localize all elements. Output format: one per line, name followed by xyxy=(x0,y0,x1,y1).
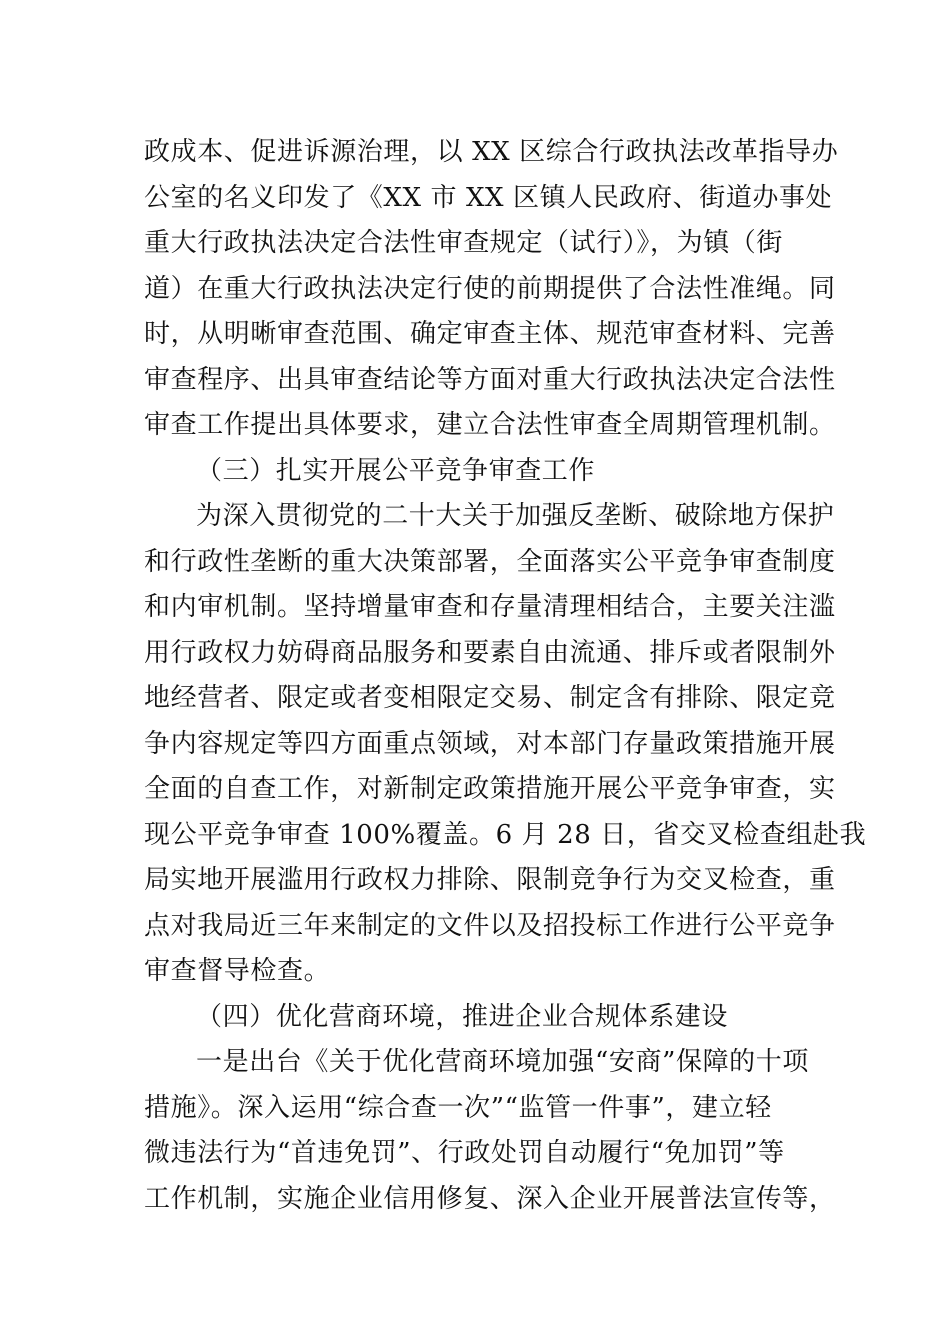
text-line: 和行政性垄断的重大决策部署，全面落实公平竞争审查制度 xyxy=(144,547,836,577)
paragraph-start: 为深入贯彻党的二十大关于加强反垄断、破除地方保护 xyxy=(196,501,835,531)
text-line: 和内审机制。坚持增量审查和存量清理相结合，主要关注滥 xyxy=(144,592,836,622)
text-line: 全面的自查工作，对新制定政策措施开展公平竞争审查，实 xyxy=(144,774,836,804)
text-line: 用行政权力妨碍商品服务和要素自由流通、排斥或者限制外 xyxy=(144,638,836,668)
paragraph-start: 一是出台《关于优化营商环境加强“安商”保障的十项 xyxy=(196,1047,809,1077)
text-line: 审查督导检查。 xyxy=(144,956,331,986)
text-line: 审查程序、出具审查结论等方面对重大行政执法决定合法性 xyxy=(144,365,836,395)
section-heading-4: （四）优化营商环境，推进企业合规体系建设 xyxy=(196,1002,729,1032)
text-line: 措施》。深入运用“综合查一次”“监管一件事”，建立轻 xyxy=(144,1093,772,1123)
text-line: 争内容规定等四方面重点领域，对本部门存量政策措施开展 xyxy=(144,729,836,759)
text-line: 局实地开展滥用行政权力排除、限制竞争行为交叉检查，重 xyxy=(144,865,836,895)
text-line: 审查工作提出具体要求，建立合法性审查全周期管理机制。 xyxy=(144,410,836,440)
text-line: 时，从明晰审查范围、确定审查主体、规范审查材料、完善 xyxy=(144,319,836,349)
text-line: 道）在重大行政执法决定行使的前期提供了合法性准绳。同 xyxy=(144,274,836,304)
text-line: 政成本、促进诉源治理，以 XX 区综合行政执法改革指导办 xyxy=(144,137,839,167)
text-line: 公室的名义印发了《XX 市 XX 区镇人民政府、街道办事处 xyxy=(144,183,833,213)
text-line: 现公平竞争审查 100%覆盖。6 月 28 日，省交叉检查组赴我 xyxy=(144,820,867,850)
text-line: 微违法行为“首违免罚”、行政处罚自动履行“免加罚”等 xyxy=(144,1138,785,1168)
text-line: 点对我局近三年来制定的文件以及招投标工作进行公平竞争 xyxy=(144,911,836,941)
text-line: 地经营者、限定或者变相限定交易、制定含有排除、限定竞 xyxy=(144,683,836,713)
text-line: 工作机制，实施企业信用修复、深入企业开展普法宣传等， xyxy=(144,1184,836,1214)
section-heading-3: （三）扎实开展公平竞争审查工作 xyxy=(196,456,596,486)
text-line: 重大行政执法决定合法性审查规定（试行）》，为镇（街 xyxy=(144,228,784,258)
